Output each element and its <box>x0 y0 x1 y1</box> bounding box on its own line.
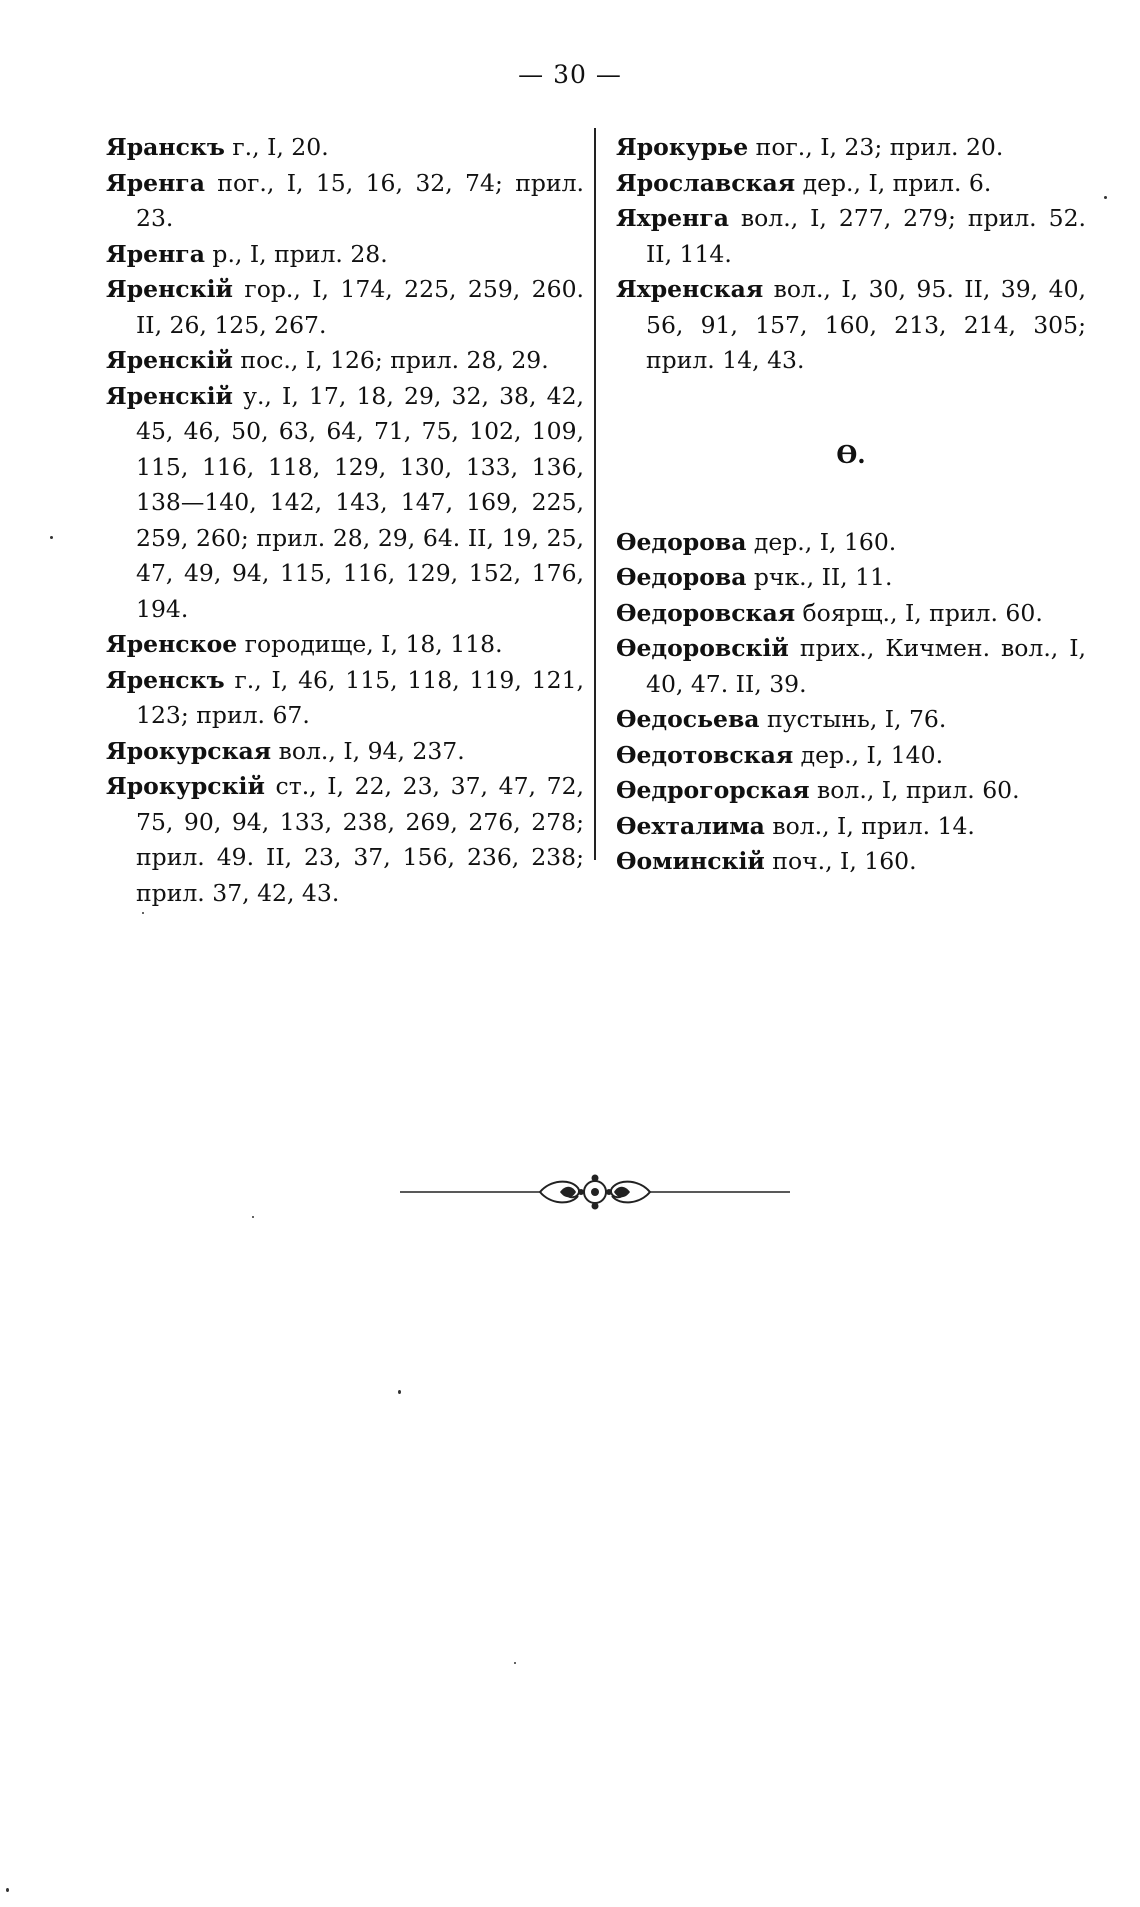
paper-speck <box>6 1888 9 1892</box>
entry-refs: гор., I, 174, 225, 259, 260. II, 26, 125, 267. <box>136 275 584 339</box>
entry-term: Ѳедрогорская <box>616 776 810 804</box>
entry-term: Ярокурскій <box>106 772 265 800</box>
entry-term: Яренское <box>106 630 238 658</box>
entry-refs: г., I, 20. <box>224 133 329 161</box>
right-column <box>616 130 1086 880</box>
index-entry <box>106 343 584 379</box>
paper-speck <box>1104 196 1107 199</box>
entry-refs: вол., I, 277, 279; прил. 52. II, 114. <box>646 204 1086 268</box>
entry-term: Ѳехталима <box>616 811 765 840</box>
index-entry <box>106 166 584 237</box>
entry-refs: пустынь, I, 76. <box>759 705 947 733</box>
entry-refs: дер., I, 140. <box>793 740 944 769</box>
entry-term: Ѳедорова <box>616 527 747 556</box>
index-entry <box>616 631 1086 702</box>
entry-refs: г., I, 46, 115, 118, 119, 121, 123; прил. 67. <box>136 665 584 729</box>
entry-term: Яхренская <box>616 275 764 303</box>
entry-term: Ѳедоровскій <box>616 634 789 662</box>
index-entry <box>616 525 1086 561</box>
entry-refs: пог., I, 15, 16, 32, 74; прил. 23. <box>136 168 584 232</box>
entry-refs: ст., I, 22, 23, 37, 47, 72, 75, 90, 94, 133, 238, 269, 276, 278; прил. 49. II, 23, 37, 156, 236, 238; прил. 37, 42, 43. <box>136 772 584 907</box>
index-entry <box>616 844 1086 880</box>
entry-term: Яренга <box>106 239 205 268</box>
entry-refs: вол., I, 30, 95. II, 39, 40, 56, 91, 157, 160, 213, 214, 305; прил. 14, 43. <box>646 275 1086 374</box>
entry-term: Яренскій <box>106 381 233 410</box>
entry-term: Ѳедоровская <box>616 598 796 627</box>
tailpiece-ornament <box>400 1170 790 1214</box>
index-entry <box>106 734 584 770</box>
index-entry <box>616 201 1086 272</box>
entry-term: Ѳедосьева <box>616 705 760 733</box>
entry-term: Яранскъ <box>106 133 225 161</box>
entry-refs: рчк., II, 11. <box>746 563 893 591</box>
index-entry <box>616 809 1086 845</box>
entry-term: Яренскій <box>106 346 233 374</box>
entry-term: Ярокурье <box>616 133 749 161</box>
index-entry <box>106 237 584 273</box>
index-entry <box>616 738 1086 774</box>
paper-speck <box>398 1390 401 1394</box>
entry-refs: р., I, прил. 28. <box>204 239 388 268</box>
index-entry <box>106 130 584 166</box>
left-column <box>106 130 584 911</box>
index-entry <box>616 272 1086 379</box>
paper-speck <box>142 912 144 914</box>
entry-refs: у., I, 17, 18, 29, 32, 38, 42, 45, 46, 50, 63, 64, 71, 75, 102, 109, 115, 116, 118, 129, 130, 133, 136, 138—140, 142, 143, 147, 169, 225, 259, 260; прил. 28, 29, 64. II, 19, 25, 47, 49, 94, 115, 116, 129, 152, 176, 194. <box>136 381 584 623</box>
entry-refs: прих., Кичмен. вол., I, 40, 47. II, 39. <box>646 634 1086 698</box>
entry-refs: городище, I, 18, 118. <box>237 630 503 658</box>
index-entry <box>616 130 1086 166</box>
entry-refs: боярщ., I, прил. 60. <box>795 598 1043 627</box>
entry-refs: пог., I, 23; прил. 20. <box>748 133 1004 161</box>
paper-speck <box>252 1216 254 1218</box>
index-entry <box>616 773 1086 809</box>
index-entry <box>106 769 584 911</box>
entry-term: Яхренга <box>616 204 729 232</box>
entry-refs: поч., I, 160. <box>764 847 917 875</box>
entry-term: Яренга <box>106 168 205 197</box>
entry-term: Ѳедорова <box>616 563 747 591</box>
column-divider <box>594 128 596 860</box>
paper-speck <box>50 536 53 539</box>
entry-refs: дер., I, прил. 6. <box>795 168 992 197</box>
index-entry <box>616 560 1086 596</box>
index-entry <box>106 379 584 628</box>
index-entry <box>616 702 1086 738</box>
index-entry <box>106 663 584 734</box>
entry-term: Яренскъ <box>106 665 225 694</box>
entry-term: Яренскій <box>106 275 233 303</box>
entry-refs: вол., I, прил. 14. <box>764 811 975 840</box>
entry-refs: вол., I, прил. 60. <box>809 776 1020 804</box>
index-entry <box>616 596 1086 632</box>
entry-refs: вол., I, 94, 237. <box>271 736 465 765</box>
entry-term: Ярокурская <box>106 736 272 765</box>
entry-term: Ярославская <box>616 168 796 197</box>
page-number: — 30 — <box>518 60 622 89</box>
section-heading: Ѳ. <box>836 439 866 469</box>
index-entry <box>106 272 584 343</box>
entry-refs: дер., I, 160. <box>746 527 897 556</box>
entry-term: Ѳедотовская <box>616 740 794 769</box>
paper-speck <box>514 1662 516 1664</box>
index-entry <box>106 627 584 663</box>
entry-term: Ѳоминскій <box>616 847 765 875</box>
index-entry <box>616 166 1086 202</box>
entry-refs: пос., I, 126; прил. 28, 29. <box>232 346 549 374</box>
